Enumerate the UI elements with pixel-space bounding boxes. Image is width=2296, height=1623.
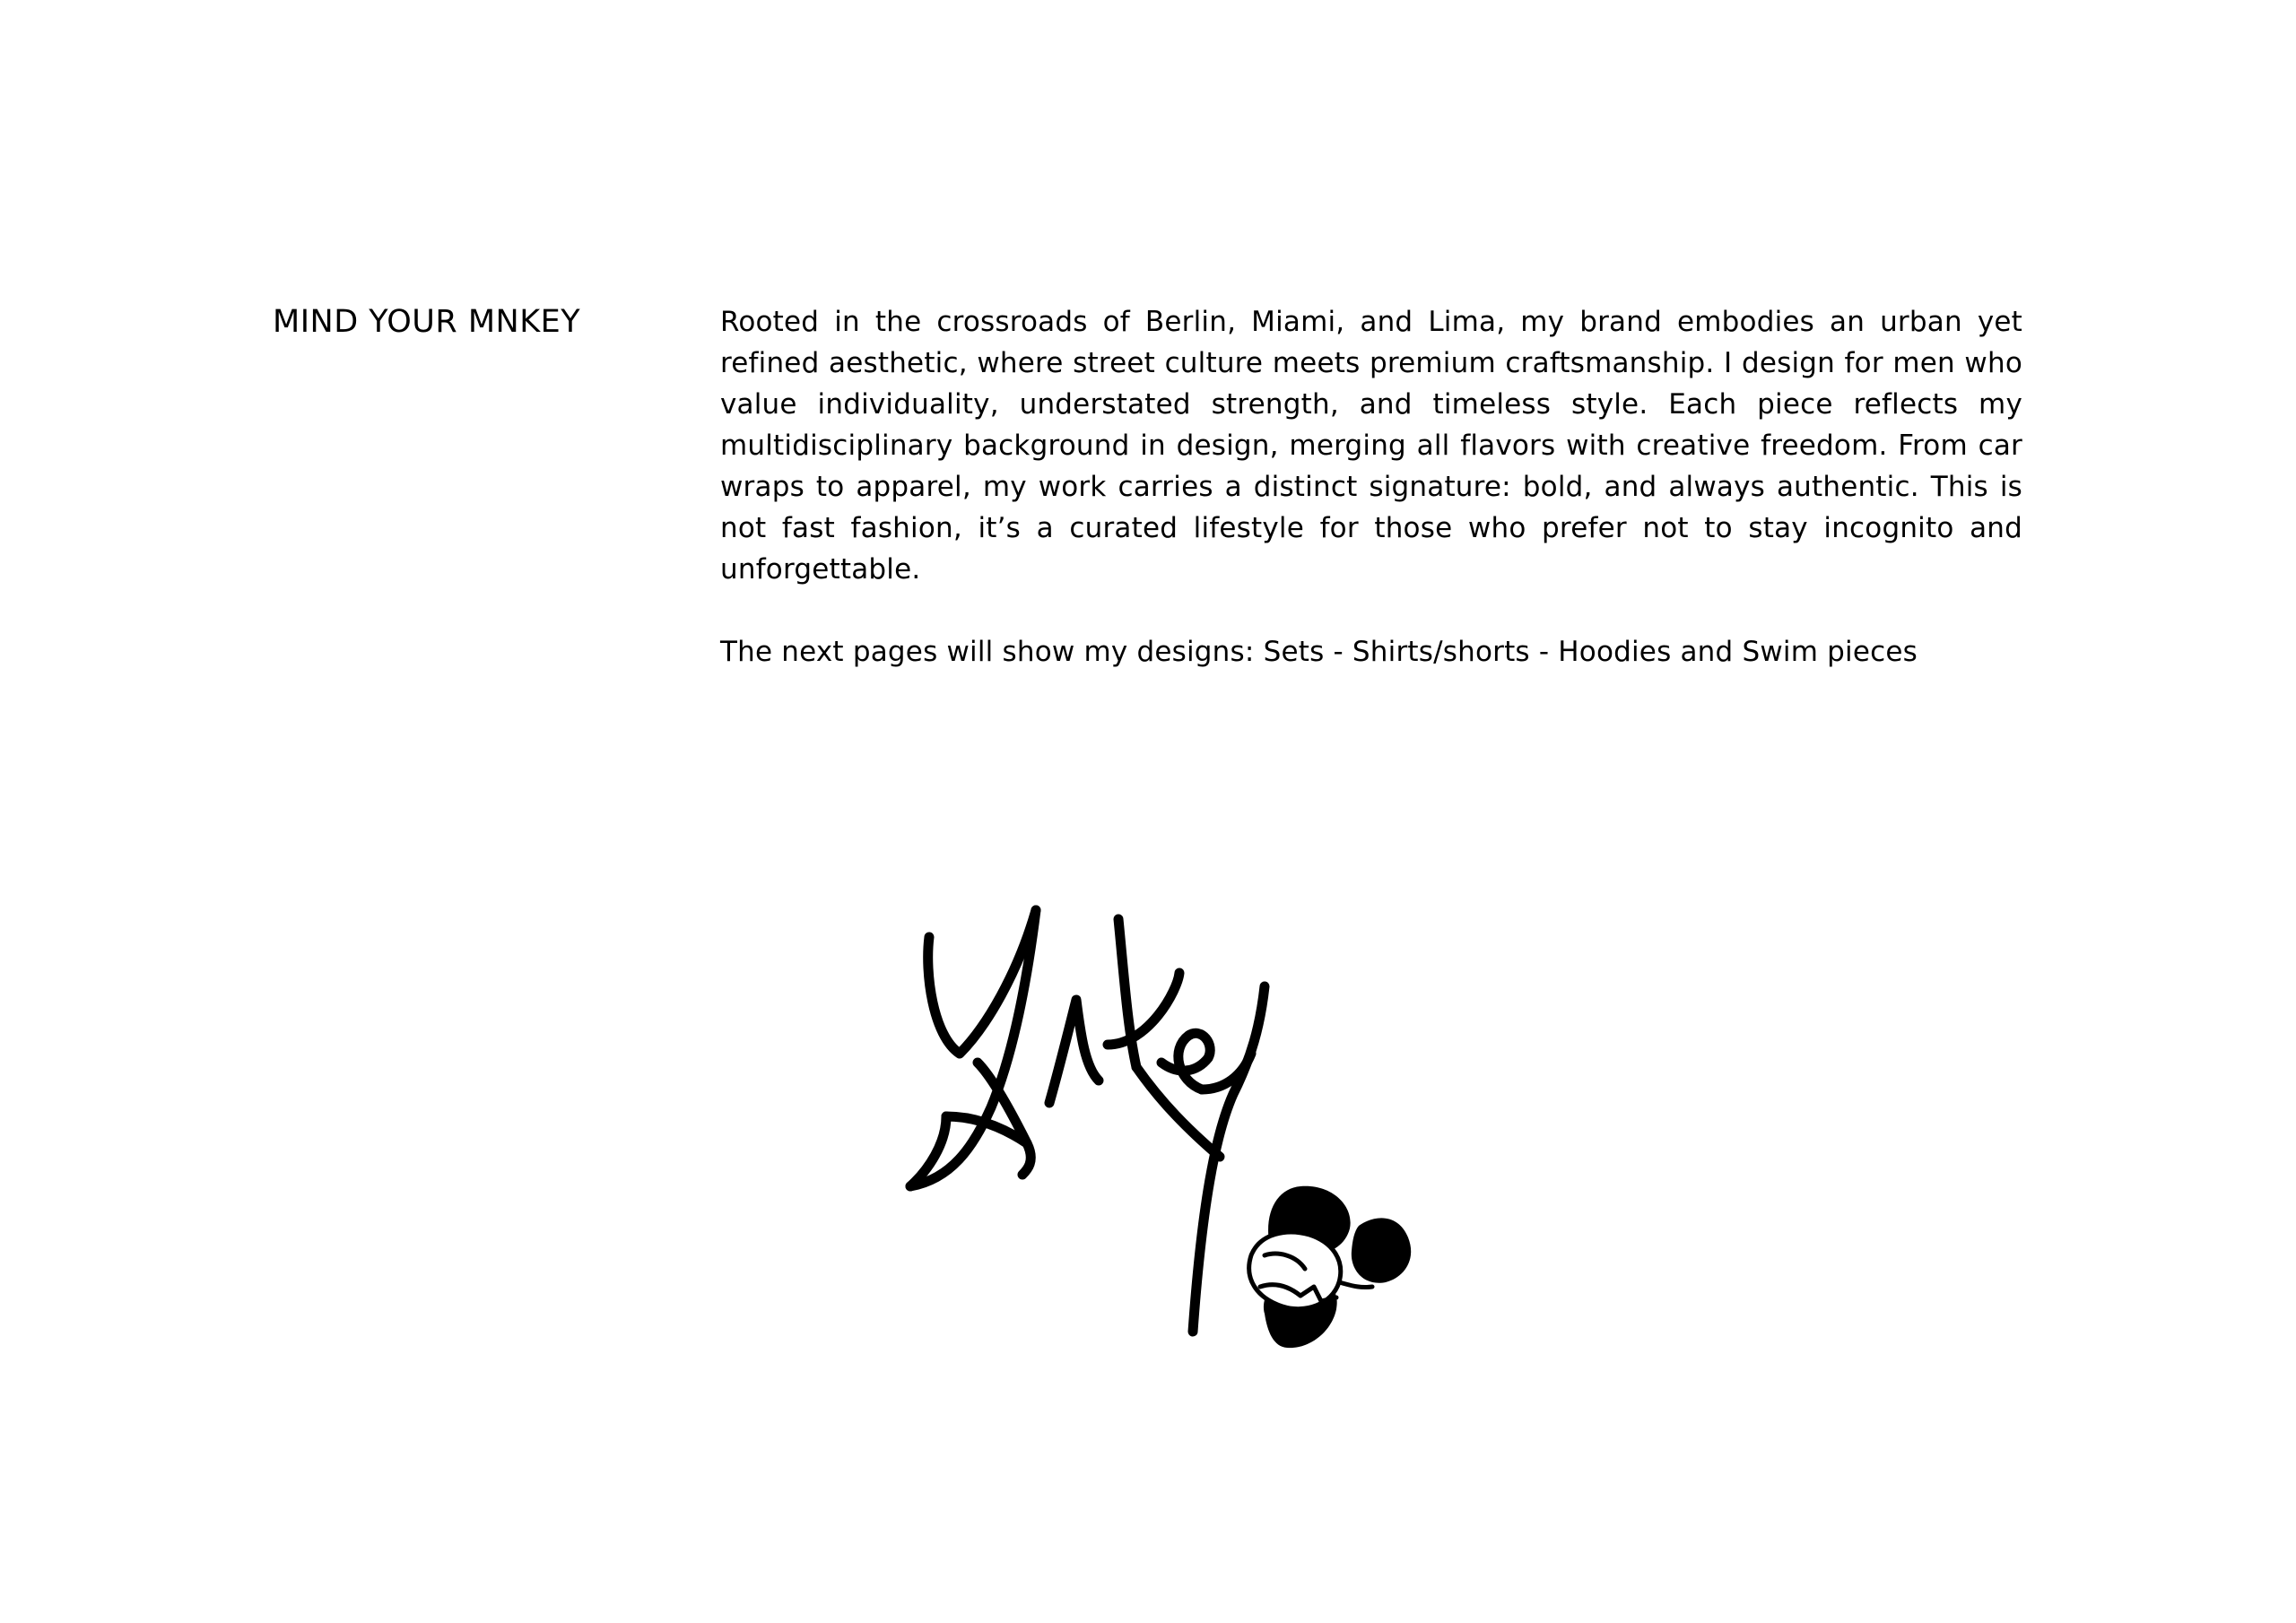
monkey-signature-logo-icon bbox=[892, 901, 1431, 1376]
brand-heading: MIND YOUR MNKEY bbox=[273, 304, 581, 340]
brand-description bbox=[720, 301, 2022, 673]
next-pages-paragraph: The next pages will show my designs: Sets - Shirts/shorts - Hoodies and Swim pieces bbox=[720, 636, 1918, 668]
intro-paragraph: Rooted in the crossroads of Berlin, Miami, and Lima, my brand embodies an urban yet refined aesthetic, where street culture meets premium craftsmanship. I design for men who value individuality, understated strength, and timeless style. Each piece reflects my multidisciplinary background in design, merging all flavors with creative freedom. From car wraps to apparel, my work carries a distinct signature: bold, and always authentic. This is not fast fashion, it’s a curated lifestyle for those who prefer not to stay incognito and unforgettable. bbox=[720, 306, 2022, 586]
